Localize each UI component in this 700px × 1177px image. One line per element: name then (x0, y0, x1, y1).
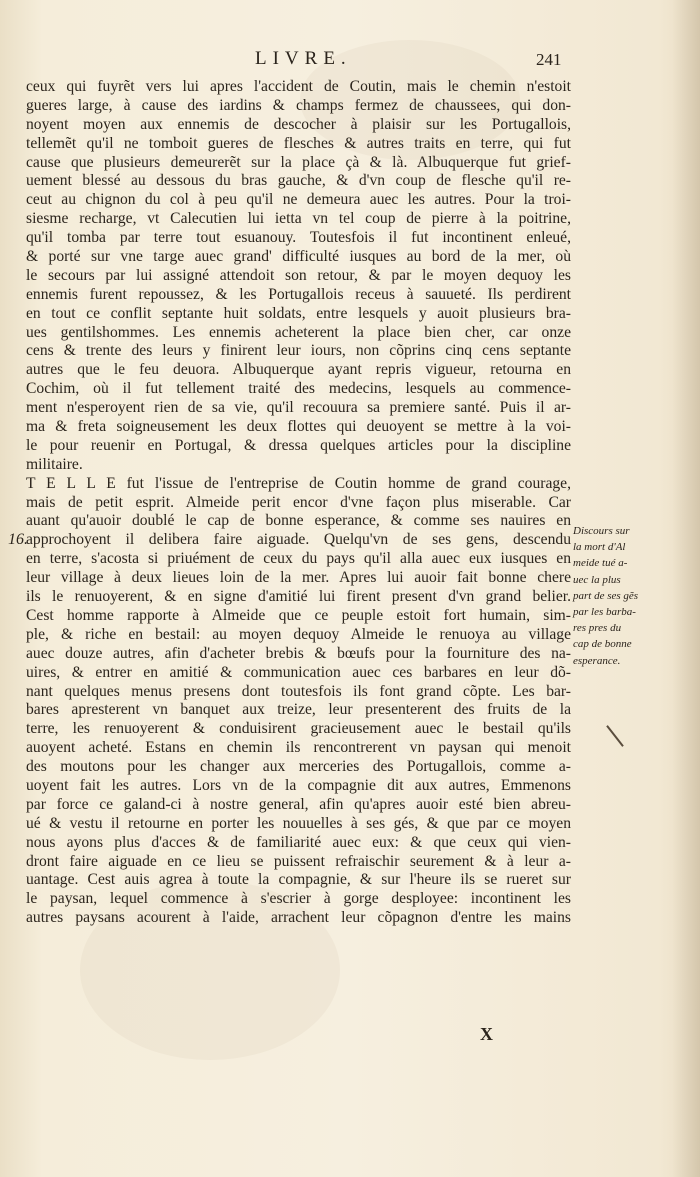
text-line: ment n'esperoyent rien de sa vie, qu'il recouura sa premiere santé. Puis il ar- (26, 399, 571, 417)
text-line: ceut au chignon du col à peu qu'il ne demeura auec les autres. Pour la troi- (26, 191, 571, 209)
chapter-number: 16. (8, 531, 28, 548)
text-line: terre, les renuoyerent & conduisirent gracieusement auec le bestail qu'ils (26, 720, 571, 738)
marginal-line: uec la plus (573, 573, 621, 586)
text-line: ple, & riche en bestail: au moyen dequoy Almeide le renuoya au village (26, 625, 571, 643)
text-line: en tout ce conflit septante huit soldats, entre lesquels y auoit plusieurs bra- (26, 304, 571, 322)
page-header (0, 46, 700, 76)
text-line: auec douze autres, afin d'acheter brebis & bœufs pour la fourniture des na- (26, 644, 571, 662)
marginal-line: Discours sur (573, 525, 630, 537)
text-line: autres paysans acourent à l'aide, arrachent leur cõpagnon d'entre les mains (26, 909, 571, 927)
text-line: le pour reuenir en Portugal, & dressa quelques articles pour la discipline (26, 436, 571, 454)
marginal-line: cap de bonne (573, 638, 632, 651)
text-line: qu'il tomba par terre tout esuanouy. Toutesfois il fut incontinent enleué, (26, 229, 571, 247)
text-line: mais de petit esprit. Almeide perit encor d'vne façon plus miserable. Car (26, 493, 571, 511)
text-line: par force ce galand-ci à nostre general, afin qu'apres auoir esté bien abreu- (26, 795, 571, 813)
text-line: T E L L E fut l'issue de l'entreprise de Coutin homme de grand courage, (26, 474, 571, 492)
text-line: approchoyent il delibera faire aiguade. Quelqu'vn de ses gens, descendu (26, 531, 571, 549)
text-line: siesme recharge, vt Calecutien lui ietta vn tel coup de pierre à la poitrine, (26, 210, 571, 228)
text-line: ils le renuoyerent, & en signe d'amitié lui firent present d'vn grand belier. (26, 588, 571, 606)
text-line: le paysan, lequel commence à s'escrier à gorge desployee: incontinent les (26, 890, 571, 908)
marginal-line: la mort d'Al (573, 541, 626, 554)
text-line: ma & freta soigneusement les deux flottes qui deuoyent se mettre à la voi- (26, 418, 571, 436)
text-line: leur village à deux lieues loin de la mer. Apres lui auoir fait bonne chere (26, 569, 571, 587)
marginal-line: part de ses gẽs (573, 589, 639, 602)
text-line: ennemis furent repoussez, & les Portugallois receus à sauueté. Ils perdirent (26, 285, 571, 303)
text-line: bares apresterent vn banquet aux treize, leur presenterent des fruits de la (26, 701, 571, 719)
main-text-block (26, 78, 571, 928)
text-line: uement blessé au dessous du bras gauche, & d'vn coup de flesche qu'il re- (26, 172, 571, 190)
pen-mark (606, 725, 624, 747)
text-line: cens & trente des leurs y finirent leur iours, non cõprins cinq cens septante (26, 342, 571, 360)
text-line: des moutons pour les changer aux merceries des Portugallois, comme a- (26, 758, 571, 776)
text-line: auant qu'auoir doublé le cap de bonne esperance, & comme ses nauires en (26, 512, 571, 530)
text-line: auoyent acheté. Estans en chemin ils rencontrerent vn paysan qui menoit (26, 739, 571, 757)
text-line: uantage. Cest auis agrea à toute la compagnie, & sur l'heure ils se rueret sur (26, 871, 571, 889)
text-line: uoyent fait les autres. Lors vn de la compagnie dit aux autres, Emmenons (26, 776, 571, 794)
text-line: tellemẽt qu'il ne tomboit gueres de flesches & autres traits en terre, qui fut (26, 134, 571, 152)
marginal-line: esperance. (573, 654, 621, 667)
text-line: & porté sur vne targe auec grand' difficulté iusques au bord de la mer, où (26, 248, 571, 266)
text-line: nant quelques menus presens dont toutesfois ils font grand cõpte. Les bar- (26, 682, 571, 700)
text-line: autres que le feu deuora. Albuquerque ayant repris vigueur, retourna en (26, 361, 571, 379)
text-line: nous ayons plus d'acces & de familiarité auec eux: & que ceux qui vien- (26, 833, 571, 851)
marginal-note (573, 523, 683, 669)
marginal-line: res pres du (573, 622, 622, 635)
text-line: noyent moyen aux ennemis de descocher à plaisir sur les Portugallois, (26, 115, 571, 133)
text-line: uires, & entrer en amitié & communication auec ces barbares en leur dõ- (26, 663, 571, 681)
text-line: ué & vestu il retourne en porter les nouuelles à ses gés, & que par ce moyen (26, 814, 571, 832)
text-line: Cochim, où il fut tellement traité des medecins, lesquels au commence- (26, 380, 571, 398)
text-line: ceux qui fuyrẽt vers lui apres l'accident de Coutin, mais le chemin n'estoit (26, 78, 571, 95)
signature-mark: X (480, 1024, 493, 1044)
text-line: dront faire aiguade en ce lieu se puissent refraischir seurement & à leur a- (26, 852, 571, 870)
text-line: Cest homme rapporte à Almeide que ce peuple estoit fort humain, sim- (26, 606, 571, 624)
page-number: 241 (536, 50, 562, 69)
text-line: ues gentilshommes. Les ennemis acheterent la place bien cher, car onze (26, 323, 571, 341)
running-head: LIVRE. (255, 48, 352, 69)
marginal-line: par les barba- (573, 606, 636, 619)
text-line: cause que plusieurs demeurerẽt sur la place çà & là. Albuquerque fut grief- (26, 153, 571, 171)
text-line: militaire. (26, 455, 83, 473)
text-line: en terre, s'acosta si priuément de ceux du pays qu'il alla auec eux iusques en (26, 550, 571, 568)
text-line: gueres large, à cause des iardins & champs fermez de chaussees, qui don- (26, 96, 571, 114)
text-line: le secours par lui assigné attendoit son retour, & par le moyen dequoy les (26, 266, 571, 284)
marginal-line: meide tué a- (573, 557, 628, 570)
